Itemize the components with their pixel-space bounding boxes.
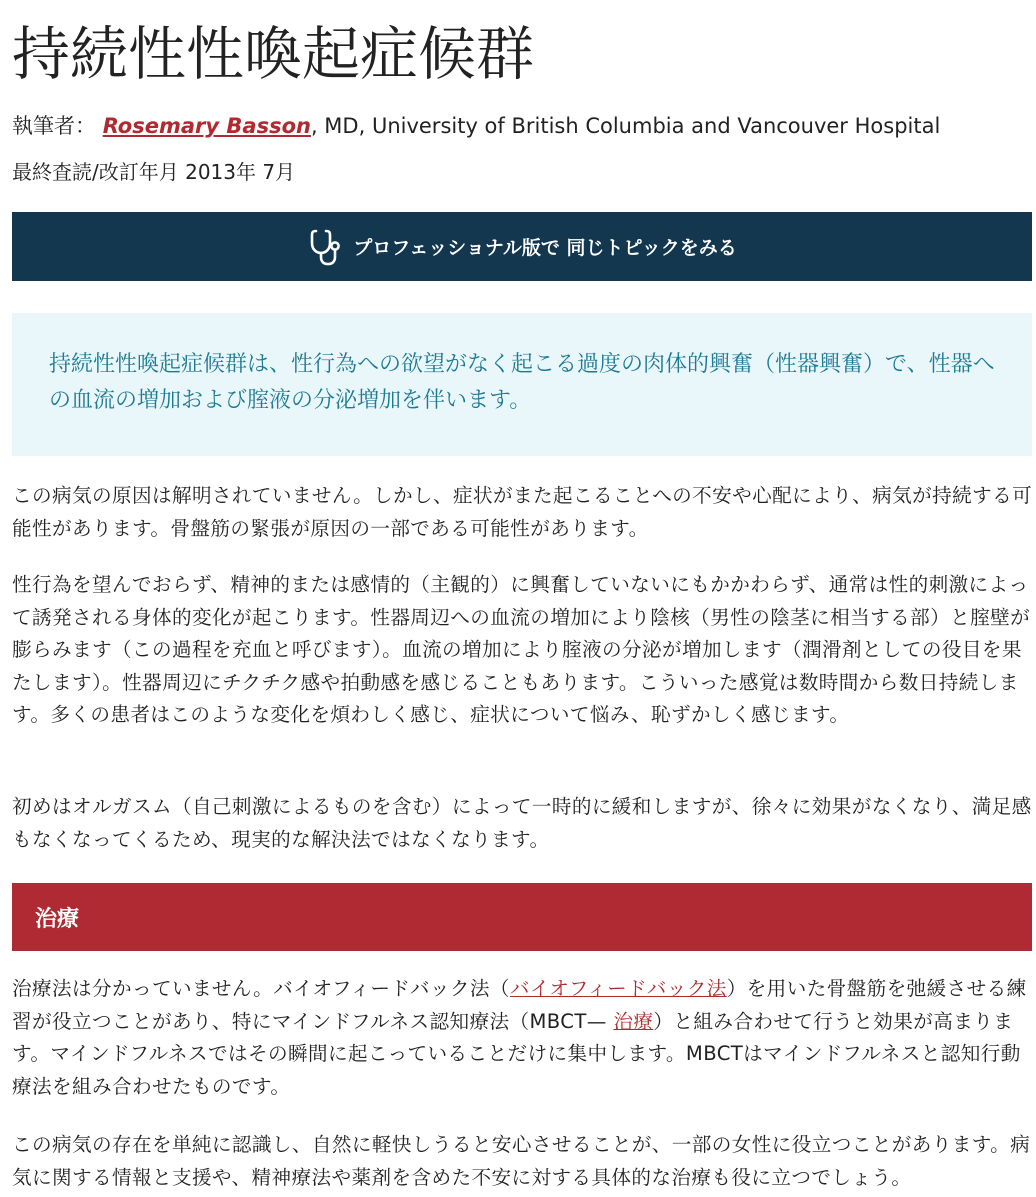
summary-box [12, 313, 1032, 456]
page-title: 持続性性喚起症候群 [12, 20, 535, 88]
biofeedback-link[interactable]: バイオフィードバック法 [509, 977, 727, 1000]
treatment-text-c: ）と組み合わせて行うと効果が高まります。マインドフルネスではその瞬間に起こっていることだけに集中します。MBCTはマインドフルネスと認知行動療法を組み合わせたものです。 [12, 1009, 1021, 1098]
stethoscope-icon [307, 227, 343, 267]
treatment-text-a: 治療法は分かっていません。バイオフィードバック法（ [12, 977, 510, 1000]
treatment-text-b: ）を用いた骨盤筋を弛緩させる練習が役立つことがあり、特にマインドフルネス認知療法（MBCT— [12, 977, 1027, 1033]
professional-version-button[interactable] [12, 212, 1032, 281]
author-affiliation: , MD, University of British Columbia and Vancouver Hospital [310, 114, 941, 138]
author-prefix: 執筆者： [12, 114, 96, 138]
review-date: 最終査読/改訂年月 2013年 7月 [12, 160, 296, 184]
paragraph-treatment [12, 973, 1034, 1103]
paragraph-cause: この病気の原因は解明されていません。しかし、症状がまた起こることへの不安や心配により、病気が持続する可能性があります。骨盤筋の緊張が原因の一部である可能性があります。 [12, 484, 1033, 540]
treatment-link[interactable]: 治療 [613, 1009, 654, 1033]
author-line [12, 110, 940, 142]
author-link[interactable]: Rosemary Basson [102, 114, 311, 138]
treatment-heading: 治療 [35, 906, 80, 932]
treatment-section-header [12, 883, 1032, 951]
paragraph-symptoms: 性行為を望んでおらず、精神的または感情的（主観的）に興奮していないにもかかわらず、通常は性的刺激によって誘発される身体的変化が起こります。性器周辺への血流の増加により陰核（男性の陰茎に相当する部）と腟壁が膨らみます（この過程を充血と呼びます）。血流の増加により腟液の分泌が増加します（潤滑剤としての役目を果たします）。性器周辺にチクチク感や拍動感を感じることもあります。こういった感覚は数時間から数日持続します。多くの患者はこのような変化を煩わしく感じ、症状について悩み、恥ずかしく感じます。 [12, 573, 1031, 727]
paragraph-reassurance: この病気の存在を単純に認識し、自然に軽快しうると安心させることが、一部の女性に役立つことがあります。病気に関する情報と支援や、精神療法や薬剤を含めた不安に対する具体的な治療も役に立つでしょう。 [12, 1133, 1031, 1189]
paragraph-orgasm: 初めはオルガスム（自己刺激によるものを含む）によって一時的に緩和しますが、徐々に効果がなくなり、満足感もなくなってくるため、現実的な解決法ではなくなります。 [12, 795, 1032, 851]
summary-text: 持続性性喚起症候群は、性行為への欲望がなく起こる過度の肉体的興奮（性器興奮）で、性器への血流の増加および腟液の分泌増加を伴います。 [49, 352, 995, 413]
professional-version-label: プロフェッショナル版で 同じトピックをみる [353, 237, 737, 259]
